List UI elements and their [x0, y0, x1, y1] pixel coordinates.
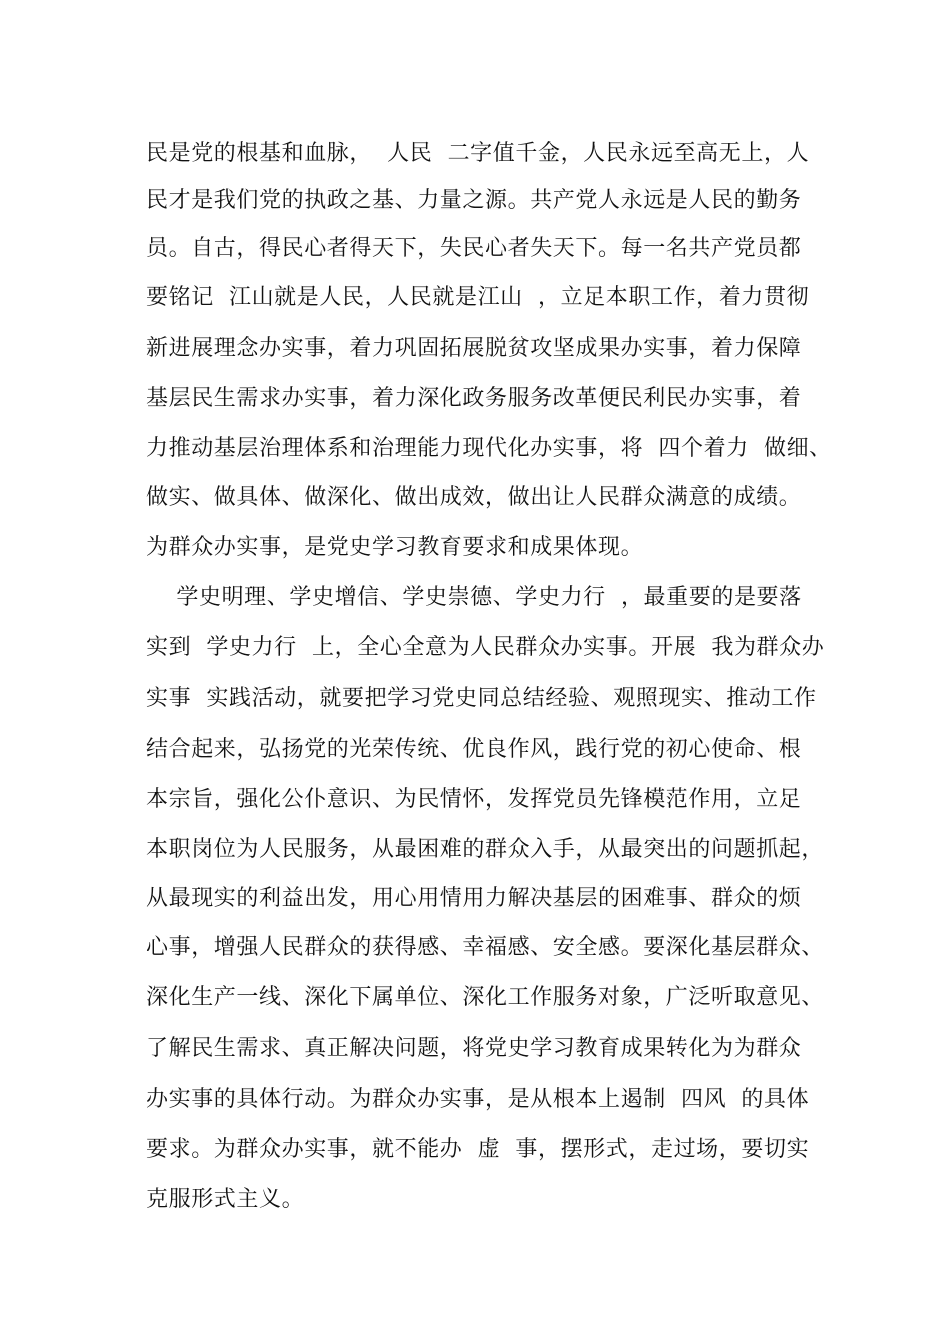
text-line: 要铭记 江山就是人民，人民就是江山 ，立足本职工作，着力贯彻 — [146, 285, 810, 310]
text-line: 深化生产一线、深化下属单位、深化工作服务对象，广泛听取意见、 — [146, 985, 825, 1010]
text-line: 民才是我们党的执政之基、力量之源。共产党人永远是人民的勤务 — [146, 188, 802, 213]
text-line: 做实、做具体、做深化、做出成效，做出让人民群众满意的成绩。 — [146, 485, 802, 510]
text-line: 本宗旨，强化公仆意识、为民情怀，发挥党员先锋模范作用，立足 — [146, 787, 802, 812]
text-line: 员。自古，得民心者得天下，失民心者失天下。每一名共产党员都 — [146, 236, 802, 261]
text-line: 办实事的具体行动。为群众办实事，是从根本上遏制 四风 的具体 — [146, 1087, 810, 1112]
text-line: 实到 学史力行 上，全心全意为人民群众办实事。开展 我为群众办 — [146, 635, 825, 660]
text-line: 基层民生需求办实事，着力深化政务服务改革便民利民办实事，着 — [146, 386, 802, 411]
text-line: 从最现实的利益出发，用心用情用力解决基层的困难事、群众的烦 — [146, 886, 802, 911]
text-line: 心事，增强人民群众的获得感、幸福感、安全感。要深化基层群众、 — [146, 935, 825, 960]
text-line: 力推动基层治理体系和治理能力现代化办实事，将 四个着力 做细、 — [146, 436, 832, 461]
text-line: 结合起来，弘扬党的光荣传统、优良作风，践行党的初心使命、根 — [146, 737, 802, 762]
text-line: 新进展理念办实事，着力巩固拓展脱贫攻坚成果办实事，着力保障 — [146, 336, 802, 361]
text-line: 学史明理、学史增信、学史崇德、学史力行 ，最重要的是要落 — [146, 585, 802, 610]
text-line: 克服形式主义。 — [146, 1187, 305, 1212]
text-line: 本职岗位为人民服务，从最困难的群众入手，从最突出的问题抓起， — [146, 837, 825, 862]
text-line: 为群众办实事，是党史学习教育要求和成果体现。 — [146, 535, 644, 560]
text-line: 要求。为群众办实事，就不能办 虚 事，摆形式，走过场，要切实 — [146, 1137, 810, 1162]
text-line: 实事 实践活动，就要把学习党史同总结经验、观照现实、推动工作 — [146, 686, 817, 711]
text-line: 民是党的根基和血脉， 人民 二字值千金，人民永远至高无上，人 — [146, 141, 810, 166]
text-line: 了解民生需求、真正解决问题，将党史学习教育成果转化为为群众 — [146, 1036, 802, 1061]
